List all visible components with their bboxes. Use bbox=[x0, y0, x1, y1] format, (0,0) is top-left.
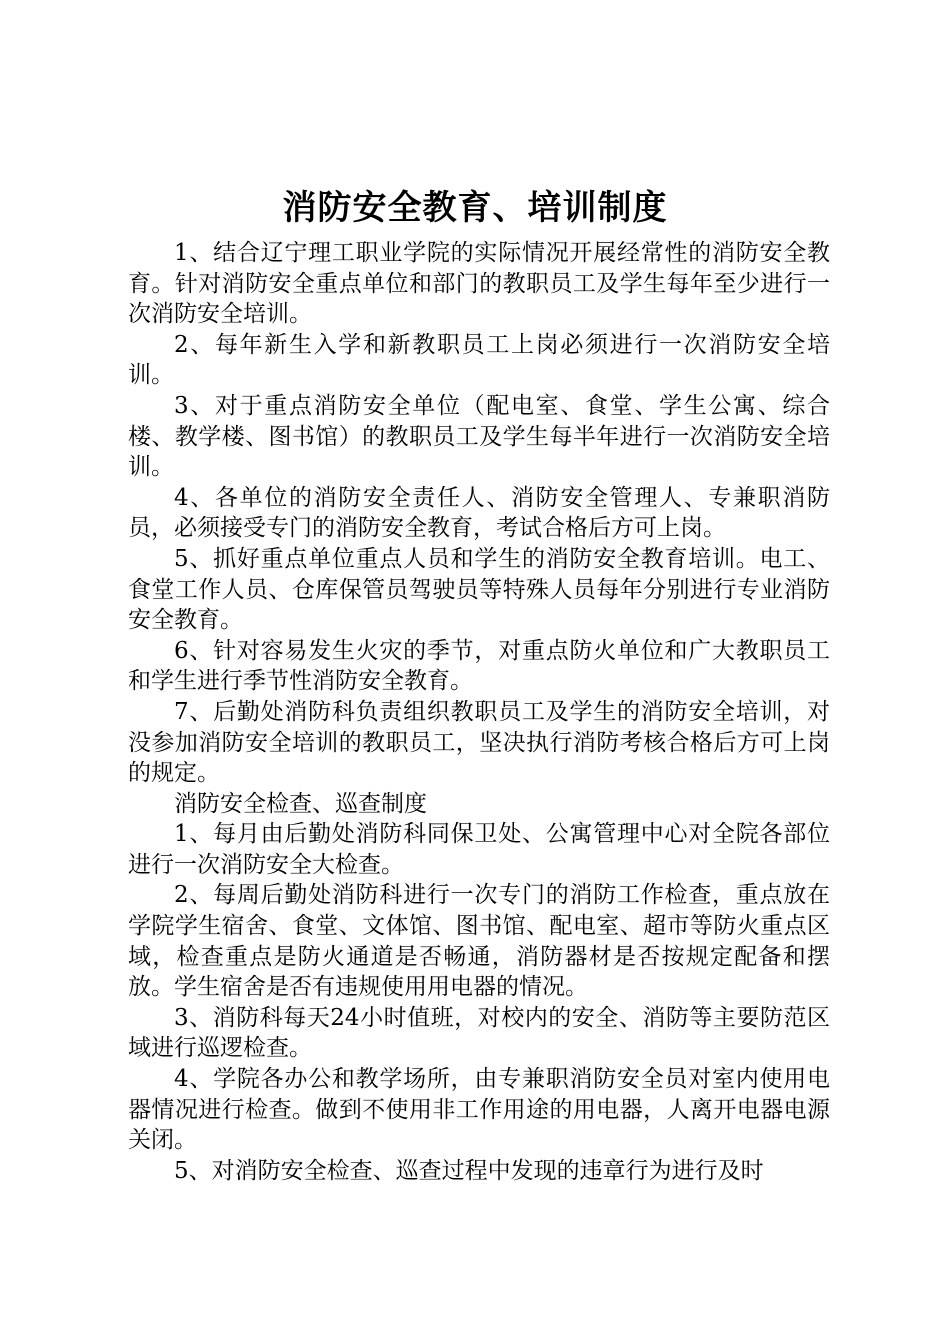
paragraph: 1、结合辽宁理工职业学院的实际情况开展经常性的消防安全教育。针对消防安全重点单位和部门的教职员工及学生每年至少进行一次消防安全培训。 bbox=[128, 240, 830, 328]
paragraph: 1、每月由后勤处消防科同保卫处、公寓管理中心对全院各部位进行一次消防安全大检查。 bbox=[128, 821, 830, 878]
paragraph: 6、针对容易发生火灾的季节，对重点防火单位和广大教职员工和学生进行季节性消防安全教育。 bbox=[128, 637, 830, 695]
paragraph: 4、学院各办公和教学场所，由专兼职消防安全员对室内使用电器情况进行检查。做到不使用非工作用途的用电器，人离开电器电源关闭。 bbox=[128, 1066, 830, 1154]
paragraph: 4、各单位的消防安全责任人、消防安全管理人、专兼职消防员，必须接受专门的消防安全教育，考试合格后方可上岗。 bbox=[128, 484, 830, 542]
document-title: 消防安全教育、培训制度 bbox=[282, 188, 668, 228]
paragraph: 2、每周后勤处消防科进行一次专门的消防工作检查，重点放在学院学生宿舍、食堂、文体馆、图书馆、配电室、超市等防火重点区域，检查重点是防火通道是否畅通，消防器材是否按规定配备和摆放。学生宿舍是否有违规使用用电器的情况。 bbox=[128, 882, 830, 1001]
paragraph: 3、对于重点消防安全单位（配电室、食堂、学生公寓、综合楼、教学楼、图书馆）的教职员工及学生每半年进行一次消防安全培训。 bbox=[128, 392, 830, 481]
paragraph: 5、抓好重点单位重点人员和学生的消防安全教育培训。电工、食堂工作人员、仓库保管员驾驶员等特殊人员每年分别进行专业消防安全教育。 bbox=[128, 545, 830, 634]
paragraph: 3、消防科每天24小时值班，对校内的安全、消防等主要防范区域进行巡逻检查。 bbox=[128, 1004, 830, 1062]
paragraph: 5、对消防安全检查、巡查过程中发现的违章行为进行及时 bbox=[174, 1157, 764, 1184]
document-body bbox=[128, 238, 830, 1186]
paragraph: 2、每年新生入学和新教职员工上岗必须进行一次消防安全培训。 bbox=[128, 331, 830, 389]
section-heading: 消防安全检查、巡查制度 bbox=[174, 790, 427, 817]
paragraph: 7、后勤处消防科负责组织教职员工及学生的消防安全培训，对没参加消防安全培训的教职员工，坚决执行消防考核合格后方可上岗的规定。 bbox=[128, 698, 830, 787]
